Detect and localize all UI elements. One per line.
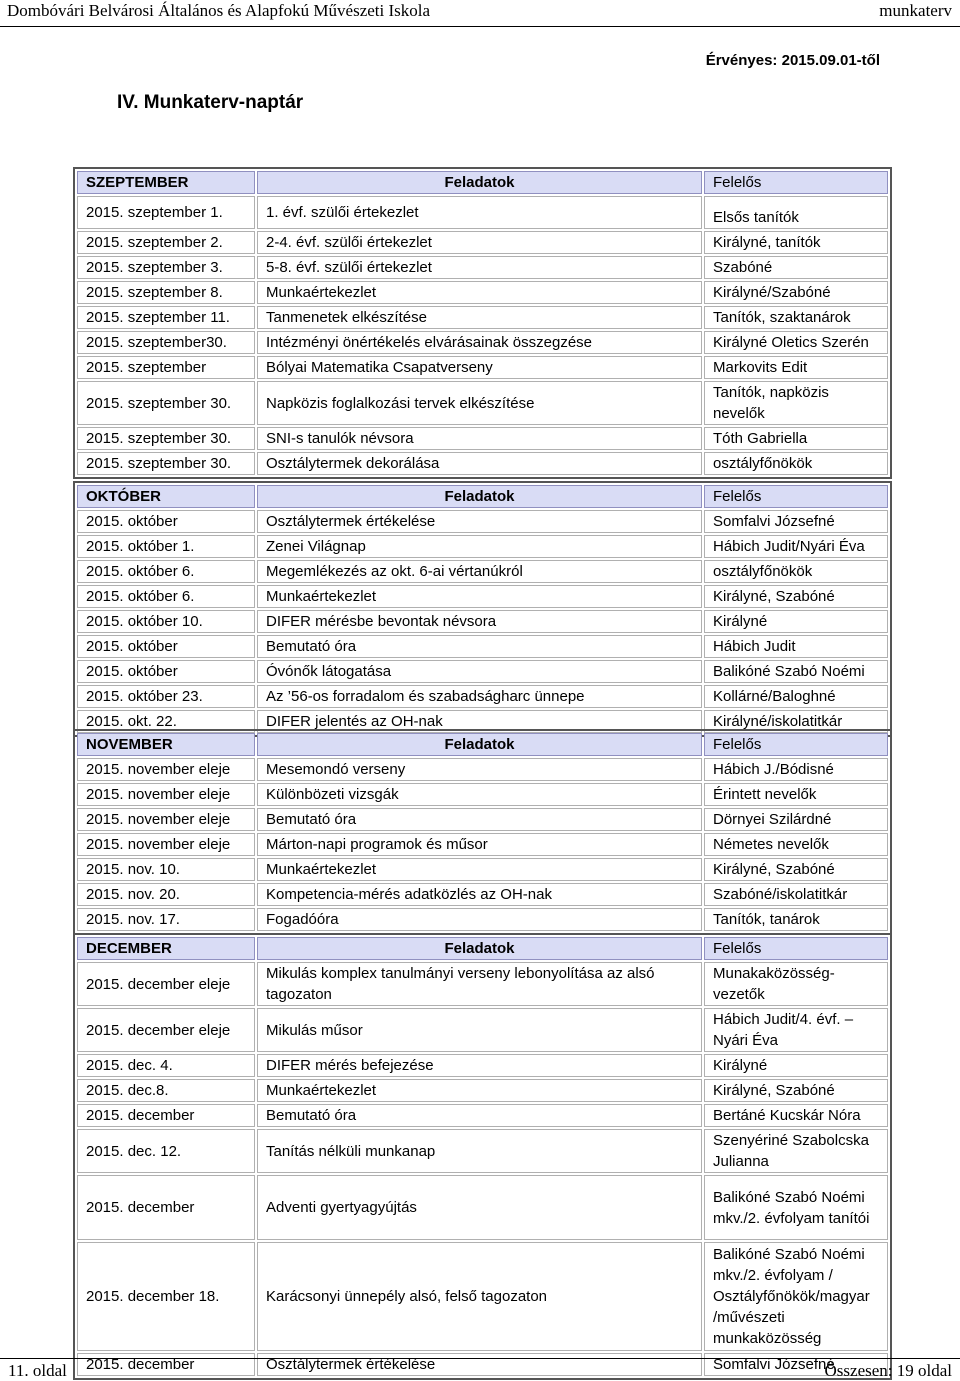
task-cell: Munkaértekezlet: [257, 281, 702, 304]
page-footer: [0, 1358, 960, 1381]
responsible-cell: Markovits Edit: [704, 356, 888, 379]
table-row: [77, 758, 888, 781]
date-cell: 2015. szeptember 2.: [77, 231, 255, 254]
date-cell: 2015. október: [77, 510, 255, 533]
responsible-cell: Bertáné Kucskár Nóra: [704, 1104, 888, 1127]
responsible-cell: Balikóné Szabó Noémi mkv./2. évfolyam tanítói: [704, 1175, 888, 1240]
date-cell: 2015. szeptember: [77, 356, 255, 379]
task-cell: Bemutató óra: [257, 635, 702, 658]
table-row: [77, 306, 888, 329]
month-header: NOVEMBER: [77, 733, 255, 756]
task-cell: Óvónők látogatása: [257, 660, 702, 683]
task-cell: Mesemondó verseny: [257, 758, 702, 781]
table-row: [77, 1079, 888, 1102]
responsible-cell: Munakaközösség-vezetők: [704, 962, 888, 1006]
task-cell: DIFER jelentés az OH-nak: [257, 710, 702, 733]
date-cell: 2015. december: [77, 1353, 255, 1376]
responsible-cell: osztályfőnökök: [704, 560, 888, 583]
page-title: IV. Munkaterv-naptár: [117, 92, 304, 113]
responsible-cell: Királyné, Szabóné: [704, 585, 888, 608]
date-cell: 2015. szeptember 30.: [77, 427, 255, 450]
page-header: [0, 0, 960, 27]
task-cell: Karácsonyi ünnepély alsó, felső tagozaton: [257, 1242, 702, 1351]
responsible-header: Felelős: [704, 937, 888, 960]
responsible-cell: Elsős tanítók: [704, 196, 888, 229]
responsible-cell: Tóth Gabriella: [704, 427, 888, 450]
date-cell: 2015. dec. 4.: [77, 1054, 255, 1077]
date-cell: 2015. dec. 12.: [77, 1129, 255, 1173]
task-cell: 2-4. évf. szülői értekezlet: [257, 231, 702, 254]
table-row: [77, 356, 888, 379]
table-row: [77, 535, 888, 558]
table-row: [77, 833, 888, 856]
tasks-header: Feladatok: [257, 733, 702, 756]
responsible-cell: Somfalvi Józsefné: [704, 510, 888, 533]
tasks-header: Feladatok: [257, 485, 702, 508]
date-cell: 2015. október 23.: [77, 685, 255, 708]
task-cell: Bemutató óra: [257, 808, 702, 831]
date-cell: 2015. november eleje: [77, 758, 255, 781]
task-cell: Munkaértekezlet: [257, 858, 702, 881]
table-row: [77, 685, 888, 708]
page-total: Összesen: 19 oldal: [824, 1361, 952, 1380]
responsible-cell: Királyné/Szabóné: [704, 281, 888, 304]
table-row: [77, 381, 888, 425]
responsible-cell: Szenyériné Szabolcska Julianna: [704, 1129, 888, 1173]
responsible-cell: Érintett nevelők: [704, 783, 888, 806]
date-cell: 2015. nov. 20.: [77, 883, 255, 906]
table-row: [77, 1175, 888, 1240]
task-cell: Munkaértekezlet: [257, 1079, 702, 1102]
date-cell: 2015. dec.8.: [77, 1079, 255, 1102]
table-header-row: [77, 733, 888, 756]
responsible-cell: Királyné, Szabóné: [704, 1079, 888, 1102]
date-cell: 2015. szeptember 3.: [77, 256, 255, 279]
tasks-header: Feladatok: [257, 171, 702, 194]
table-row: [77, 510, 888, 533]
task-cell: Munkaértekezlet: [257, 585, 702, 608]
date-cell: 2015. november eleje: [77, 783, 255, 806]
responsible-header: Felelős: [704, 485, 888, 508]
table-row: [77, 883, 888, 906]
calendar-table-2: [73, 729, 892, 935]
table-row: [77, 1242, 888, 1351]
table-row: [77, 256, 888, 279]
date-cell: 2015. nov. 17.: [77, 908, 255, 931]
date-cell: 2015. december eleje: [77, 962, 255, 1006]
table-row: [77, 452, 888, 475]
task-cell: Adventi gyertyagyújtás: [257, 1175, 702, 1240]
responsible-cell: Királyné: [704, 610, 888, 633]
table-row: [77, 635, 888, 658]
date-cell: 2015. szeptember 11.: [77, 306, 255, 329]
table-row: [77, 908, 888, 931]
table-header-row: [77, 485, 888, 508]
date-cell: 2015. október: [77, 660, 255, 683]
date-cell: 2015. október: [77, 635, 255, 658]
table-row: [77, 610, 888, 633]
responsible-cell: Németes nevelők: [704, 833, 888, 856]
task-cell: Bemutató óra: [257, 1104, 702, 1127]
task-cell: Tanítás nélküli munkanap: [257, 1129, 702, 1173]
table-row: [77, 808, 888, 831]
responsible-cell: Hábich Judit/4. évf. – Nyári Éva: [704, 1008, 888, 1052]
table-row: [77, 1129, 888, 1173]
date-cell: 2015. szeptember30.: [77, 331, 255, 354]
month-header: OKTÓBER: [77, 485, 255, 508]
month-header: SZEPTEMBER: [77, 171, 255, 194]
date-cell: 2015. szeptember 8.: [77, 281, 255, 304]
table-row: [77, 1008, 888, 1052]
responsible-cell: Királyné/iskolatitkár: [704, 710, 888, 733]
responsible-cell: Királyné Oletics Szerén: [704, 331, 888, 354]
task-cell: 1. évf. szülői értekezlet: [257, 196, 702, 229]
task-cell: SNI-s tanulók névsora: [257, 427, 702, 450]
date-cell: 2015. nov. 10.: [77, 858, 255, 881]
responsible-cell: Hábich J./Bódisné: [704, 758, 888, 781]
task-cell: Bólyai Matematika Csapatverseny: [257, 356, 702, 379]
task-cell: Mikulás komplex tanulmányi verseny lebonyolítása az alsó tagozaton: [257, 962, 702, 1006]
date-cell: 2015. november eleje: [77, 808, 255, 831]
task-cell: Osztálytermek értékelése: [257, 510, 702, 533]
responsible-cell: Balikóné Szabó Noémi: [704, 660, 888, 683]
responsible-cell: Kollárné/Baloghné: [704, 685, 888, 708]
tasks-header: Feladatok: [257, 937, 702, 960]
table-row: [77, 231, 888, 254]
table-row: [77, 1104, 888, 1127]
table-row: [77, 196, 888, 229]
task-cell: Márton-napi programok és műsor: [257, 833, 702, 856]
date-cell: 2015. szeptember 30.: [77, 452, 255, 475]
responsible-cell: Dörnyei Szilárdné: [704, 808, 888, 831]
task-cell: Napközis foglalkozási tervek elkészítése: [257, 381, 702, 425]
responsible-cell: Szabóné/iskolatitkár: [704, 883, 888, 906]
responsible-cell: Somfalvi Józsefné: [704, 1353, 888, 1376]
task-cell: Mikulás műsor: [257, 1008, 702, 1052]
date-cell: 2015. szeptember 1.: [77, 196, 255, 229]
calendar-table-0: [73, 167, 892, 479]
date-cell: 2015. december 18.: [77, 1242, 255, 1351]
task-cell: Fogadóóra: [257, 908, 702, 931]
date-cell: 2015. október 6.: [77, 560, 255, 583]
table-row: [77, 560, 888, 583]
table-row: [77, 585, 888, 608]
task-cell: Osztálytermek dekorálása: [257, 452, 702, 475]
responsible-header: Felelős: [704, 171, 888, 194]
responsible-cell: Királyné, tanítók: [704, 231, 888, 254]
responsible-cell: Szabóné: [704, 256, 888, 279]
date-cell: 2015. szeptember 30.: [77, 381, 255, 425]
task-cell: Zenei Világnap: [257, 535, 702, 558]
task-cell: 5-8. évf. szülői értekezlet: [257, 256, 702, 279]
table-row: [77, 1054, 888, 1077]
table-header-row: [77, 171, 888, 194]
date-cell: 2015. október 6.: [77, 585, 255, 608]
responsible-cell: osztályfőnökök: [704, 452, 888, 475]
table-row: [77, 962, 888, 1006]
responsible-cell: Tanítók, tanárok: [704, 908, 888, 931]
date-cell: 2015. december: [77, 1175, 255, 1240]
responsible-header: Felelős: [704, 733, 888, 756]
table-row: [77, 660, 888, 683]
table-row: [77, 858, 888, 881]
task-cell: Intézményi önértékelés elvárásainak összegzése: [257, 331, 702, 354]
responsible-cell: Tanítók, napközis nevelők: [704, 381, 888, 425]
responsible-cell: Hábich Judit/Nyári Éva: [704, 535, 888, 558]
responsible-cell: Királyné: [704, 1054, 888, 1077]
table-row: [77, 427, 888, 450]
task-cell: Kompetencia-mérés adatközlés az OH-nak: [257, 883, 702, 906]
document-name: munkaterv: [879, 1, 952, 20]
task-cell: Osztálytermek értékelése: [257, 1353, 702, 1376]
table-row: [77, 331, 888, 354]
task-cell: Különbözeti vizsgák: [257, 783, 702, 806]
responsible-cell: Hábich Judit: [704, 635, 888, 658]
task-cell: DIFER mérés befejezése: [257, 1054, 702, 1077]
task-cell: DIFER mérésbe bevontak névsora: [257, 610, 702, 633]
task-cell: Megemlékezés az okt. 6-ai vértanúkról: [257, 560, 702, 583]
responsible-cell: Balikóné Szabó Noémi mkv./2. évfolyam / Osztályfőnökök/magyar /művészeti munkaközösség: [704, 1242, 888, 1351]
table-row: [77, 783, 888, 806]
table-row: [77, 281, 888, 304]
date-cell: 2015. december eleje: [77, 1008, 255, 1052]
date-cell: 2015. október 1.: [77, 535, 255, 558]
date-cell: 2015. október 10.: [77, 610, 255, 633]
table-header-row: [77, 937, 888, 960]
responsible-cell: Királyné, Szabóné: [704, 858, 888, 881]
task-cell: Az ’56-os forradalom és szabadságharc ünnepe: [257, 685, 702, 708]
page-number: 11. oldal: [8, 1361, 67, 1380]
date-cell: 2015. december: [77, 1104, 255, 1127]
validity-date: Érvényes: 2015.09.01-től: [705, 52, 880, 69]
responsible-cell: Tanítók, szaktanárok: [704, 306, 888, 329]
calendar-table-1: [73, 481, 892, 737]
date-cell: 2015. november eleje: [77, 833, 255, 856]
school-name: Dombóvári Belvárosi Általános és Alapfokú Művészeti Iskola: [7, 1, 431, 20]
date-cell: 2015. okt. 22.: [77, 710, 255, 733]
month-header: DECEMBER: [77, 937, 255, 960]
task-cell: Tanmenetek elkészítése: [257, 306, 702, 329]
calendar-table-3: [73, 933, 892, 1380]
